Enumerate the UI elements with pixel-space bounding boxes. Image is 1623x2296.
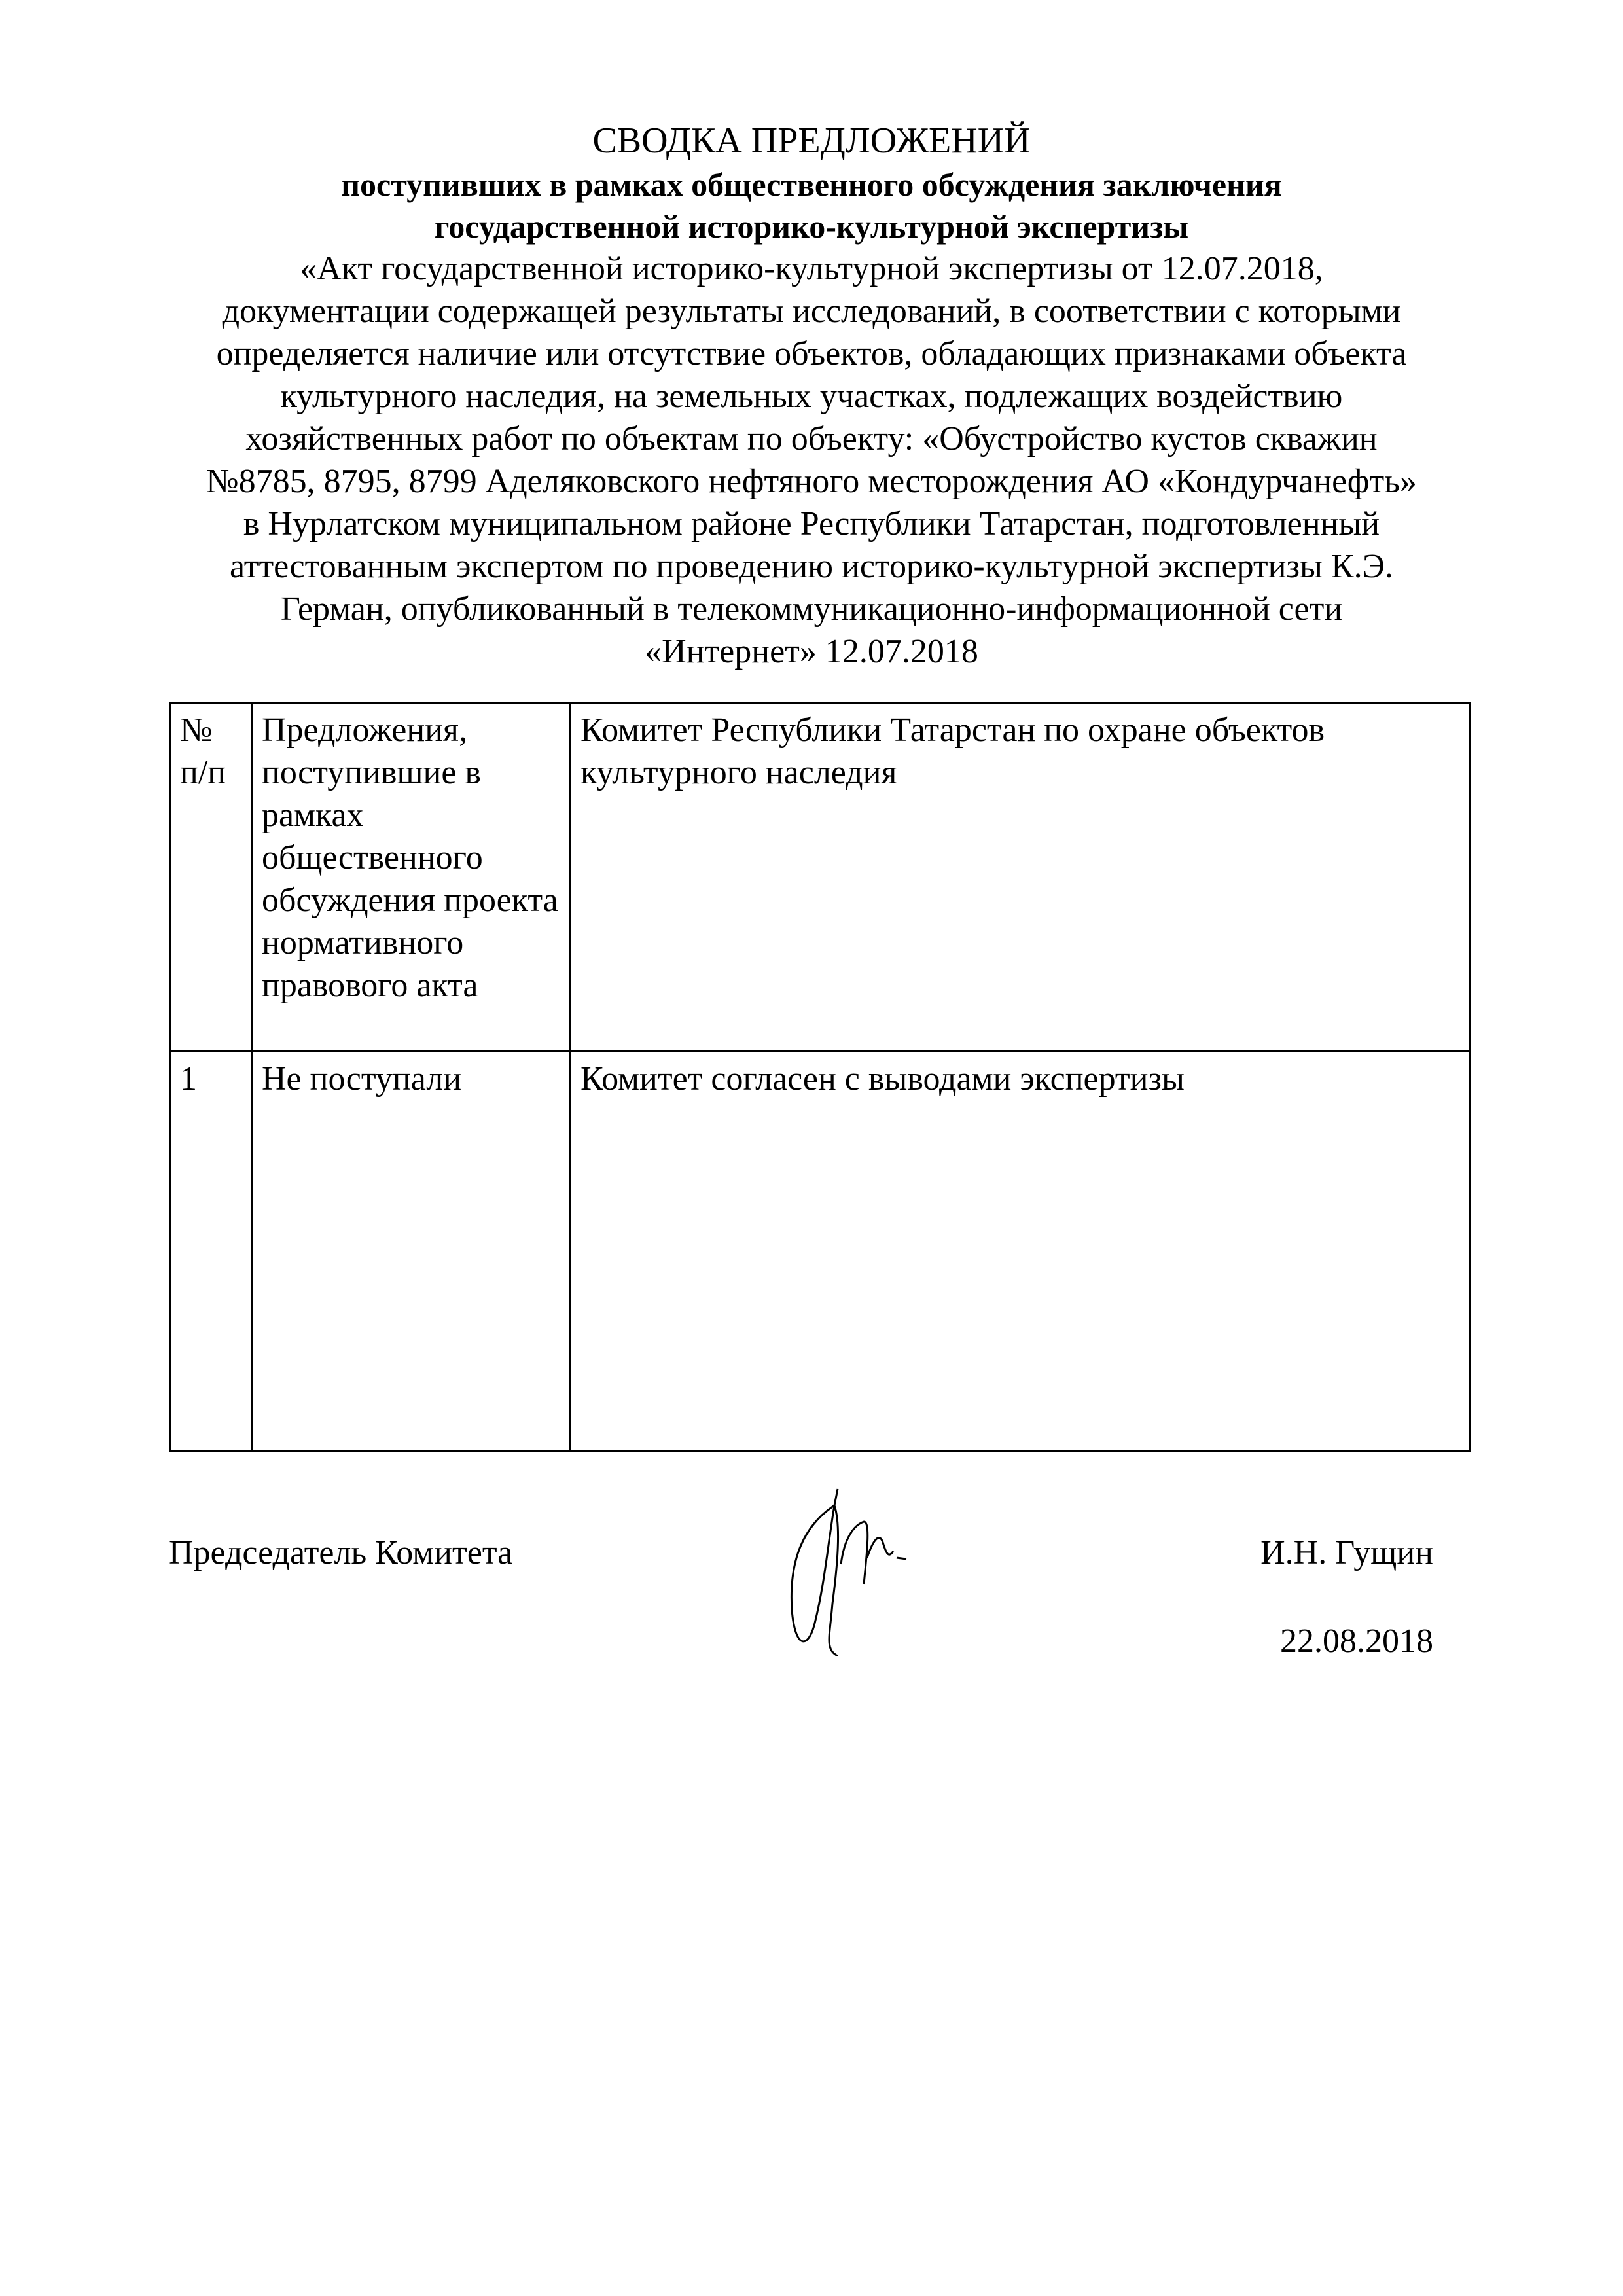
description-line: №8785, 8795, 8799 Аделяковского нефтяного месторождения АО «Кондурчанефть»	[206, 463, 1417, 500]
header-committee: Комитет Республики Татарстан по охране объектов культурного наследия	[571, 703, 1471, 1052]
signature-date: 22.08.2018	[1280, 1623, 1433, 1660]
signatory-name: И.Н. Гущин	[1260, 1534, 1433, 1571]
header-number: № п/п	[170, 703, 252, 1052]
document-title: СВОДКА ПРЕДЛОЖЕНИЙ	[592, 120, 1031, 161]
description-line: документации содержащей результаты исследований, в соответствии с которыми	[222, 293, 1401, 330]
subtitle-line: государственной историко-культурной экспертизы	[434, 208, 1189, 245]
document-header	[157, 118, 1466, 673]
table-row	[170, 1052, 1471, 1452]
description-line: Герман, опубликованный в телекоммуникационно-информационной сети	[280, 590, 1343, 628]
cell-number: 1	[170, 1052, 252, 1452]
table-header-row	[170, 703, 1471, 1052]
description-line: хозяйственных работ по объектам по объекту: «Обустройство кустов скважин	[245, 420, 1378, 457]
description-line: аттестованным экспертом по проведению историко-культурной экспертизы К.Э.	[230, 548, 1393, 585]
description-line: в Нурлатском муниципальном районе Республики Татарстан, подготовленный	[243, 505, 1380, 543]
signature-icon	[779, 1486, 1014, 1656]
subtitle-line: поступивших в рамках общественного обсуждения заключения	[341, 166, 1282, 203]
description-line: определяется наличие или отсутствие объектов, обладающих признаками объекта	[216, 335, 1407, 372]
document-subtitle	[157, 164, 1466, 247]
signatory-position: Председатель Комитета	[169, 1534, 513, 1571]
cell-committee: Комитет согласен с выводами экспертизы	[571, 1052, 1471, 1452]
proposals-table	[169, 702, 1471, 1452]
cell-proposals: Не поступали	[252, 1052, 571, 1452]
description-line: культурного наследия, на земельных участках, подлежащих воздействию	[280, 378, 1343, 415]
description-line: «Акт государственной историко-культурной экспертизы от 12.07.2018,	[300, 250, 1323, 287]
document-description	[157, 247, 1466, 673]
header-proposals: Предложения, поступившие в рамках общественного обсуждения проекта нормативного правового акта	[252, 703, 571, 1052]
description-line: «Интернет» 12.07.2018	[645, 633, 978, 670]
